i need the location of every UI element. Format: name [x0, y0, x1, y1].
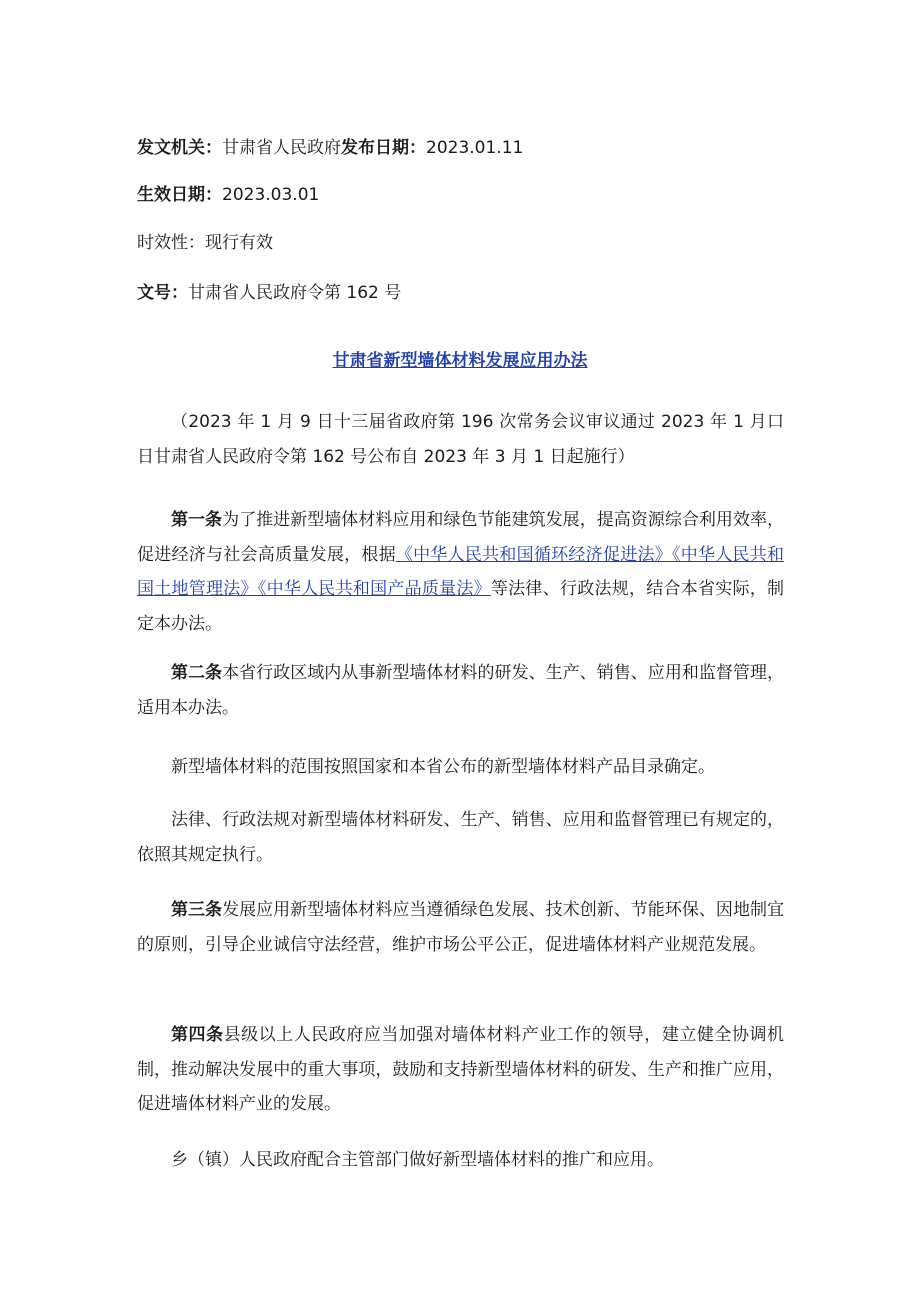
article-4-para-2: 乡（镇）人民政府配合主管部门做好新型墙体材料的推广和应用。: [171, 1150, 664, 1170]
doc-number-line: [137, 281, 401, 305]
article-2-label: 第二条: [171, 663, 223, 683]
article-2: [137, 656, 784, 725]
validity-value: 现行有效: [205, 233, 273, 253]
article-2-text: 本省行政区域内从事新型墙体材料的研发、生产、销售、应用和监督管理，适用本办法。: [137, 663, 785, 718]
article-2-para-2: 新型墙体材料的范围按照国家和本省公布的新型墙体材料产品目录确定。: [171, 757, 715, 777]
article-1-text-b: 等法律、行政法规，结合本省实际，制定本办法。: [137, 579, 785, 634]
law-link-product-quality[interactable]: 《中华人民共和国产品质量法》: [257, 579, 491, 599]
article-2-para-3: 法律、行政法规对新型墙体材料研发、生产、销售、应用和监督管理已有规定的，依照其规定执行。: [137, 810, 784, 865]
law-link-circular-economy[interactable]: 《中华人民共和国循环经济促进法》: [395, 544, 672, 565]
preamble: （2023 年 1 月 9 日十三届省政府第 196 次常务会议审议通过 2023 年 1 月口日甘肃省人民政府令第 162 号公布自 2023 年 3 月 1 日起施行）: [137, 412, 784, 467]
article-4-text: 县级以上人民政府应当加强对墙体材料产业工作的领导，建立健全协调机制，推动解决发展中的重大事项，鼓励和支持新型墙体材料的研发、生产和推广应用，促进墙体材料产业的发展。: [137, 1025, 785, 1114]
article-1-text-a: 为了推进新型墙体材料应用和绿色节能建筑发展，提高资源综合利用效率，促进经济与社会高质量发展，根据: [137, 510, 785, 565]
publish-date-value: 2023.01.11: [426, 138, 524, 158]
issuer-line: [137, 136, 523, 160]
law-link-land-management[interactable]: 《中华人民共和国土地管理法》: [137, 544, 785, 599]
article-4-label: 第四条: [171, 1025, 224, 1045]
article-3: [137, 893, 784, 962]
article-3-text: 发展应用新型墙体材料应当遵循绿色发展、技术创新、节能环保、因地制宜的原则，引导企业诚信守法经营，维护市场公平公正，促进墙体材料产业规范发展。: [137, 900, 785, 955]
issuer-value: 甘肃省人民政府: [222, 138, 341, 158]
publish-date-label: 发布日期：: [341, 138, 426, 158]
issuer-label: 发文机关：: [137, 138, 222, 158]
validity-line: [137, 231, 273, 255]
article-1-label: 第一条: [171, 510, 223, 530]
effective-date-value: 2023.03.01: [222, 185, 320, 205]
article-4: [137, 1018, 784, 1122]
document-title-wrap: [0, 349, 920, 373]
article-1: [137, 503, 784, 641]
effective-date-label: 生效日期：: [137, 185, 222, 205]
article-3-label: 第三条: [171, 900, 223, 920]
document-title-link[interactable]: 甘肃省新型墙体材料发展应用办法: [332, 351, 588, 371]
doc-number-value: 甘肃省人民政府令第 162 号: [188, 283, 402, 303]
doc-number-label: 文号：: [137, 283, 188, 303]
effective-date-line: [137, 183, 319, 207]
validity-label: 时效性：: [137, 233, 205, 253]
